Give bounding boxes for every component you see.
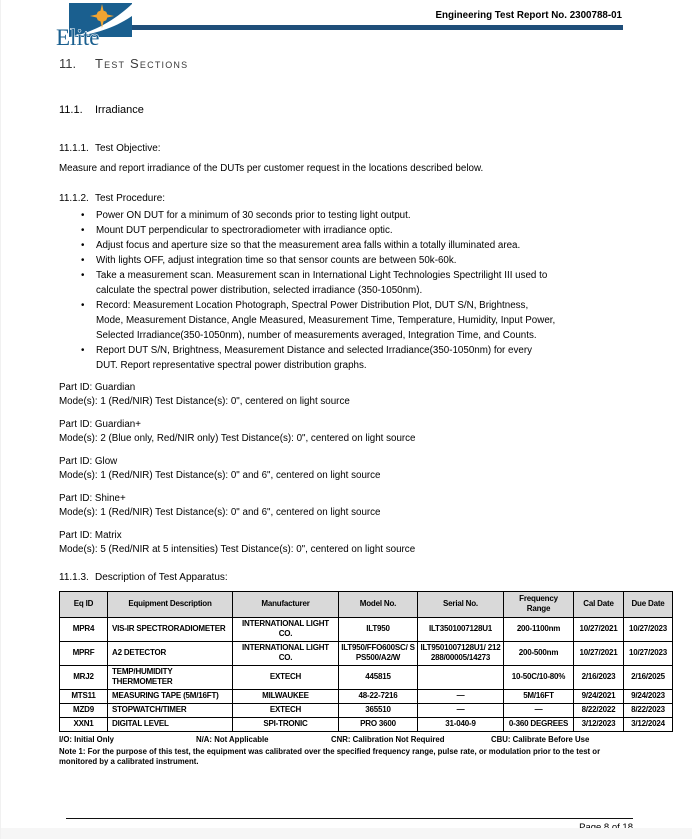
part-id-label: Part ID: Shine+ [59, 492, 126, 504]
table-cell: MZD9 [60, 703, 108, 717]
objective-number: 11.1.1. [59, 142, 89, 154]
table-cell: — [504, 703, 574, 717]
procedure-bullet: • With lights OFF, adjust integration time so that sensor counts are between 50k-60k. [59, 253, 556, 268]
part-id-modes: Mode(s): 1 (Red/NIR) Test Distance(s): 0", centered on light source [59, 396, 350, 407]
legend-item: CBU: Calibrate Before Use [491, 734, 590, 744]
table-cell: 10/27/2023 [624, 641, 673, 665]
logo-text: Elite [56, 25, 100, 49]
table-cell: 31-040-9 [418, 717, 504, 731]
part-id-block [59, 381, 635, 410]
apparatus-heading [59, 572, 635, 583]
apparatus-title: Description of Test Apparatus: [95, 571, 228, 583]
table-row [60, 717, 673, 731]
subsection-number: 11.1. [59, 103, 83, 116]
apparatus-table [59, 591, 673, 732]
elite-logo [56, 3, 132, 49]
table-cell: ILT9501007128U1/ 212288/00005/14273 [418, 641, 504, 665]
table-cell: 445815 [339, 665, 418, 689]
document-page [1, 0, 692, 768]
column-header: Due Date [624, 591, 673, 617]
table-cell: MRJ2 [60, 665, 108, 689]
table-cell: ILT950 [339, 617, 418, 641]
header-rule [128, 25, 623, 30]
table-cell: — [418, 703, 504, 717]
procedure-bullet: • Record: Measurement Location Photograph, Spectral Power Distribution Plot, DUT S/N, Brightness, Mode, Measurement Distance, Angle Measured, Measurement Time, Temperature, Humidity, Input Power, Selected Irradiance(350-1050nm), number of measurements averaged, Integration Time, and Counts. [59, 298, 556, 343]
table-cell: 5M/16FT [504, 689, 574, 703]
table-row [60, 703, 673, 717]
table-row [60, 665, 673, 689]
procedure-bullet-list [59, 208, 635, 373]
column-header: Eq ID [60, 591, 108, 617]
table-cell: 10/27/2023 [624, 617, 673, 641]
column-header: Cal Date [574, 591, 624, 617]
part-id-label: Part ID: Glow [59, 455, 118, 467]
part-id-block [59, 529, 635, 558]
legend-row [59, 735, 635, 745]
table-cell: XXN1 [60, 717, 108, 731]
column-header: Serial No. [418, 591, 504, 617]
table-row [60, 689, 673, 703]
table-cell: 2/16/2023 [574, 665, 624, 689]
part-id-block [59, 455, 635, 484]
table-cell [418, 665, 504, 689]
section-title: Test Sections [95, 55, 189, 71]
table-cell: 10/27/2021 [574, 641, 624, 665]
table-cell: 8/22/2022 [574, 703, 624, 717]
table-cell: SPI-TRONIC [233, 717, 339, 731]
table-cell: MEASURING TAPE (5M/16FT) [108, 689, 233, 703]
table-cell: 48-22-7216 [339, 689, 418, 703]
legend-item: I/O: Initial Only [59, 734, 115, 744]
table-cell: 10-50C/10-80% [504, 665, 574, 689]
table-row [60, 641, 673, 665]
legend-item: N/A: Not Applicable [196, 734, 269, 744]
procedure-number: 11.1.2. [59, 192, 89, 204]
column-header: Equipment Description [108, 591, 233, 617]
apparatus-number: 11.1.3. [59, 571, 89, 583]
part-id-block [59, 492, 635, 521]
table-row [60, 617, 673, 641]
table-cell: DIGITAL LEVEL [108, 717, 233, 731]
part-id-label: Part ID: Guardian+ [59, 418, 141, 430]
page-header [56, 0, 635, 49]
table-cell: MPRF [60, 641, 108, 665]
table-cell: MTS11 [60, 689, 108, 703]
section-heading [59, 56, 635, 71]
part-id-block [59, 418, 635, 447]
section-number: 11. [59, 55, 77, 71]
procedure-bullet: • Adjust focus and aperture size so that the measurement area falls within a totally illuminated area. [59, 238, 556, 253]
table-cell: PRO 3600 [339, 717, 418, 731]
subsection-heading [59, 104, 635, 116]
table-cell: 200-500nm [504, 641, 574, 665]
table-cell: MILWAUKEE [233, 689, 339, 703]
part-id-label: Part ID: Guardian [59, 381, 136, 393]
part-id-modes: Mode(s): 1 (Red/NIR) Test Distance(s): 0" and 6", centered on light source [59, 470, 381, 481]
table-cell: — [418, 689, 504, 703]
table-cell: TEMP/HUMIDITY THERMOMETER [108, 665, 233, 689]
scan-edge-strip [1, 828, 692, 839]
part-id-modes: Mode(s): 1 (Red/NIR) Test Distance(s): 0" and 6", centered on light source [59, 507, 381, 518]
table-cell: ILT3501007128U1 [418, 617, 504, 641]
table-cell: 9/24/2023 [624, 689, 673, 703]
procedure-bullet: • Power ON DUT for a minimum of 30 seconds prior to testing light output. [59, 208, 556, 223]
part-id-label: Part ID: Matrix [59, 529, 122, 541]
table-cell: EXTECH [233, 665, 339, 689]
table-cell: EXTECH [233, 703, 339, 717]
part-id-list [59, 381, 635, 558]
column-header: Frequency Range [504, 591, 574, 617]
table-cell: INTERNATIONAL LIGHT CO. [233, 641, 339, 665]
table-cell: 10/27/2021 [574, 617, 624, 641]
table-cell: A2 DETECTOR [108, 641, 233, 665]
table-cell: 0-360 DEGREES [504, 717, 574, 731]
procedure-bullet: • Report DUT S/N, Brightness, Measurement Distance and selected Irradiance(350-1050nm) for every DUT. Report representative spectral power distribution graphs. [59, 343, 556, 373]
table-cell: MPR4 [60, 617, 108, 641]
table-note: Note 1: For the purpose of this test, the equipment was calibrated over the specified frequency range, pulse rate, or modulation prior to the test or monitored by a calibrated instrument. [59, 746, 601, 766]
table-cell: STOPWATCH/TIMER [108, 703, 233, 717]
table-cell: 8/22/2023 [624, 703, 673, 717]
column-header: Manufacturer [233, 591, 339, 617]
procedure-heading [59, 193, 635, 204]
objective-body: Measure and report irradiance of the DUTs per customer request in the locations described below. [59, 162, 484, 174]
report-number: Engineering Test Report No. 2300788-01 [435, 10, 622, 21]
objective-title: Test Objective: [95, 142, 161, 154]
table-cell: 365510 [339, 703, 418, 717]
table-cell: INTERNATIONAL LIGHT CO. [233, 617, 339, 641]
legend-item: CNR: Calibration Not Required [331, 734, 445, 744]
table-cell: 3/12/2023 [574, 717, 624, 731]
table-cell: 2/16/2025 [624, 665, 673, 689]
table-cell: VIS-IR SPECTRORADIOMETER [108, 617, 233, 641]
part-id-modes: Mode(s): 2 (Blue only, Red/NIR only) Test Distance(s): 0", centered on light source [59, 433, 416, 444]
column-header: Model No. [339, 591, 418, 617]
apparatus-table-header-row [60, 591, 673, 617]
part-id-modes: Mode(s): 5 (Red/NIR at 5 intensities) Test Distance(s): 0", centered on light source [59, 544, 416, 555]
table-cell: 9/24/2021 [574, 689, 624, 703]
procedure-bullet: • Mount DUT perpendicular to spectroradiometer with irradiance optic. [59, 223, 556, 238]
table-cell: 200-1100nm [504, 617, 574, 641]
table-cell: 3/12/2024 [624, 717, 673, 731]
subsection-title: Irradiance [95, 103, 144, 116]
procedure-bullet: • Take a measurement scan. Measurement scan in International Light Technologies Spectrilight III used to calculate the spectral power distribution, selected irradiance (350-1050nm). [59, 268, 556, 298]
table-cell: ILT950/FFO600SC/ SPS500/A2/W [339, 641, 418, 665]
procedure-title: Test Procedure: [95, 192, 166, 204]
apparatus-table-body [60, 617, 673, 731]
objective-heading [59, 143, 635, 154]
